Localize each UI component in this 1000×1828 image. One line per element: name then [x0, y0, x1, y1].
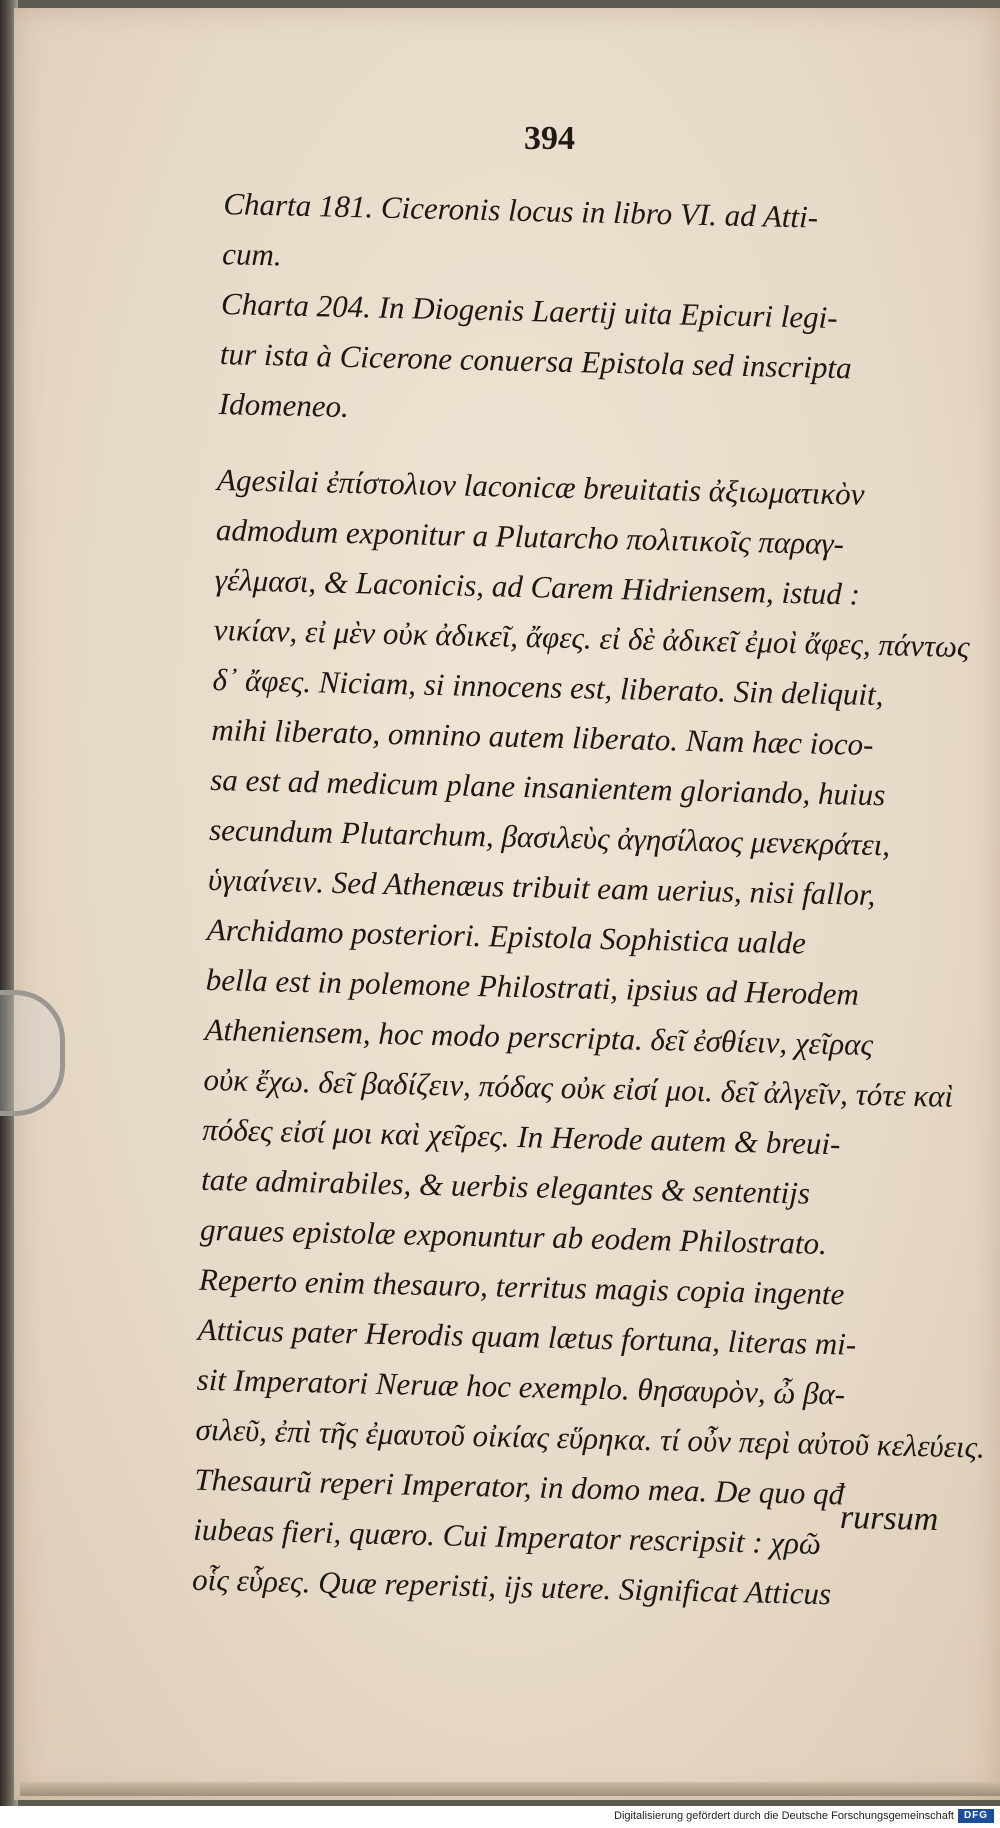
catchword: rursum [839, 1498, 939, 1539]
text-line: bella est in polemone Philostrati, ipsius ad Herodem [205, 961, 860, 1012]
text-line: Archidamo posteriori. Epistola Sophistica ualde [206, 911, 807, 961]
text-line: Atheniensem, hoc modo perscripta. δεῖ ἐσθίειν, χεῖρας [204, 1011, 874, 1063]
text-line: Idomeneo. [218, 386, 350, 424]
text-line: graues epistolæ exponuntur ab eodem Philostrato. [199, 1211, 828, 1262]
text-line: οὐκ ἔχω. δεῖ βαδίζειν, πόδας οὐκ εἰσί μοι. δεῖ ἀλγεῖν, τότε καὶ [203, 1061, 954, 1114]
text-line: admodum exponitur a Plutarcho πολιτικοῖς παραγ- [215, 512, 845, 562]
text-line: δ᾽ ἄφες. Niciam, si innocens est, liberato. Sin deliquit, [212, 661, 884, 713]
text-line: ὑγιαίνειν. Sed Athenæus tribuit eam uerius, nisi fallor, [207, 861, 876, 913]
text-line: νικίαν, εἰ μὲν οὐκ ἀδικεῖ, ἄφες. εἰ δὲ ἀδικεῖ ἐμοὶ ἄφες, πάντως [213, 611, 971, 665]
footer-bar [0, 1806, 1000, 1828]
text-line: γέλμασι, & Laconicis, ad Carem Hidriensem, istud : [214, 561, 861, 612]
text-line: iubeas fieri, quæro. Cui Imperator rescripsit : χρῶ [192, 1511, 822, 1561]
text-line: Agesilai ἐπίστολιον laconicæ breuitatis ἀξιωματικὸν [216, 462, 865, 512]
text-line: Charta 204. In Diogenis Laertij uita Epicuri legi- [220, 286, 838, 336]
paragraph [170, 278, 963, 446]
paragraph [144, 454, 986, 1622]
text-line: Thesaurũ reperi Imperator, in domo mea. De quo qđ [194, 1461, 845, 1512]
text-line: sa est ad medicum plane insanientem gloriando, huius [209, 761, 886, 813]
text-line: tur ista à Cicerone conuersa Epistola sed inscripta [219, 336, 852, 386]
text-line: mihi liberato, omnino autem liberato. Nam hæc ioco- [211, 711, 874, 762]
page-number: 394 [524, 120, 575, 157]
text-line: πόδες εἰσί μοι καὶ χεῖρες. In Herode autem & breui- [202, 1111, 841, 1162]
page-bottom-edge [20, 1782, 1000, 1796]
funding-notice: Digitalisierung gefördert durch die Deutsche Forschungsgemeinschaft [614, 1810, 954, 1822]
text-line: tate admirabiles, & uerbis elegantes & sententijs [200, 1161, 811, 1211]
text-line: sit Imperatori Neruæ hoc exemplo. θησαυρὸν, ὦ βα- [196, 1361, 846, 1412]
text-line: σιλεῦ, ἐπὶ τῆς ἐμαυτοῦ οἰκίας εὕρηκα. τί οὖν περὶ αὐτοῦ κελεύεις. [195, 1411, 986, 1465]
text-line: cum. [221, 236, 283, 273]
text-line: Reperto enim thesauro, territus magis copia ingente [198, 1261, 845, 1312]
text-line: Atticus pater Herodis quam lætus fortuna, literas mi- [197, 1311, 857, 1362]
text-line: οἷς εὗρες. Quæ reperisti, ijs utere. Significat Atticus [191, 1561, 832, 1612]
text-line: secundum Plutarchum, βασιλεὺς ἀγησίλαος μενεκράτει, [208, 811, 891, 863]
paragraph [174, 178, 966, 296]
text-line: Charta 181. Ciceronis locus in libro VI. ad Atti- [223, 186, 819, 235]
dfg-logo: DFG [958, 1809, 994, 1823]
text-block [144, 178, 986, 1622]
